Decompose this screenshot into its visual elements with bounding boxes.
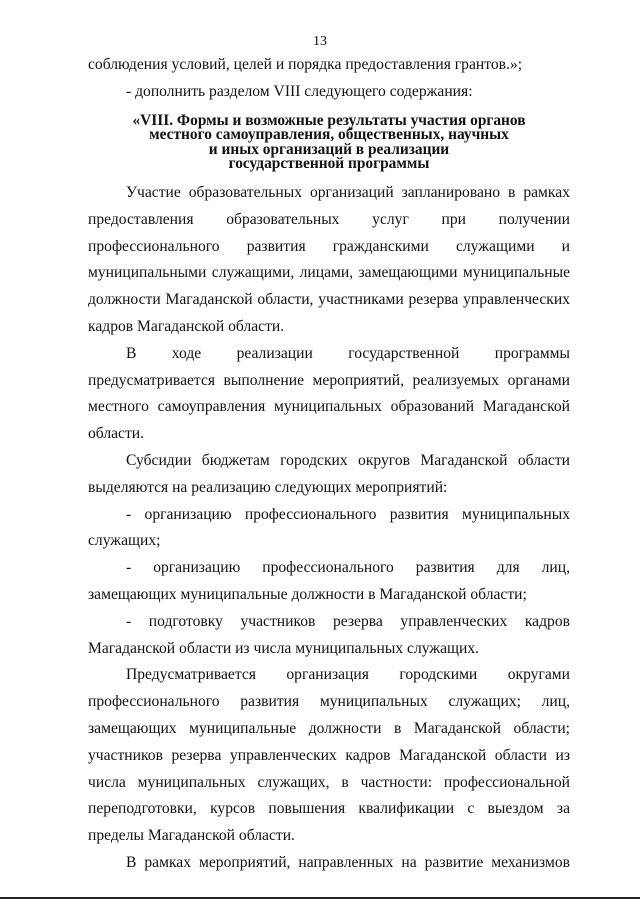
document-body [88, 52, 570, 877]
paragraph: Субсидии бюджетам городских округов Магаданской области выделяются на реализацию следующих мероприятий: [88, 451, 570, 496]
list-item: - подготовку участников резерва управленческих кадров Магаданской области из числа муниципальных служащих. [88, 612, 570, 657]
paragraph: Предусматривается организация городскими округами профессионального развития муниципальных служащих; лиц, замещающих муниципальные должности в Магаданской области; участников резерва управленческих кадров Магаданской области из числа муниципальных служащих, в частности: профессиональной переподготовки, курсов повышения квалификации с выездом за пределы Магаданской области. [88, 666, 570, 845]
paragraph: В рамках мероприятий, направленных на развитие механизмов [126, 853, 570, 871]
section-heading [88, 111, 570, 173]
list-item: - организацию профессионального развития муниципальных служащих; [88, 505, 570, 550]
text-line-addition: - дополнить разделом VIII следующего содержания: [126, 82, 473, 100]
heading-line: и иных организаций в реализации [208, 140, 450, 158]
bottom-edge-line [0, 897, 640, 899]
heading-line: государственной программы [228, 155, 430, 173]
text-line-intro: соблюдения условий, целей и порядка предоставления грантов.»; [88, 56, 523, 73]
paragraph: В ходе реализации государственной программы предусматривается выполнение мероприятий, реализуемых органами местного самоуправления муниципальных образований Магаданской области. [88, 344, 570, 443]
page-number: 13 [313, 34, 327, 49]
heading-line: местного самоуправления, общественных, научных [149, 126, 509, 144]
paragraph: Участие образовательных организаций запланировано в рамках предоставления образовательных услуг при получении профессионального развития гражданскими служащими и муниципальными служащими, лицами, замещающими муниципальные должности Магаданской области, участниками резерва управленческих кадров Магаданской области. [88, 183, 570, 335]
list-item: - организацию профессионального развития для лиц, замещающих муниципальные должности в Магаданской области; [88, 559, 570, 603]
heading-line: «VIII. Формы и возможные результаты участия органов [132, 111, 526, 129]
